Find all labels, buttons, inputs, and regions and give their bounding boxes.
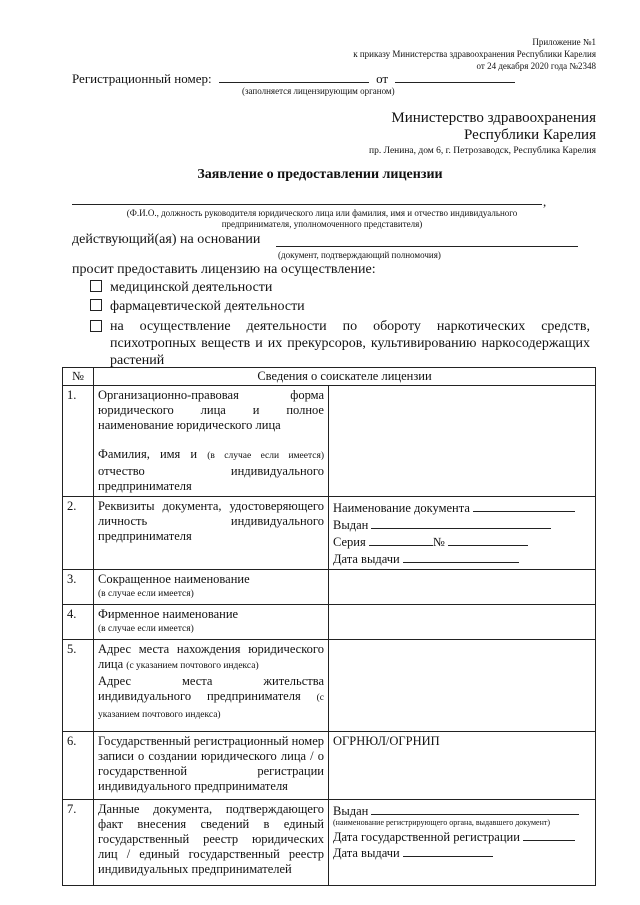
row7-issued-field[interactable]	[371, 802, 579, 815]
registration-label: Регистрационный номер:	[72, 71, 212, 86]
acting-basis-field[interactable]	[276, 232, 578, 247]
row2-series-field[interactable]	[369, 533, 433, 546]
acting-note: (документ, подтверждающий полномочия)	[278, 250, 441, 260]
row2-date	[333, 550, 591, 567]
applicant-info-table	[62, 367, 596, 886]
header-num: №	[63, 368, 94, 386]
option-narcotics-label: на осуществление деятельности по обороту наркотических средств, психотропных веществ и их прекурсоров, культивированию наркосодержащих растений	[110, 319, 590, 368]
row1-label-name: Фамилия, имя и	[98, 447, 198, 461]
row5-label-legal: Адрес места нахождения юридического лица	[98, 642, 324, 671]
checkbox-narcotics[interactable]	[90, 320, 102, 332]
registration-row	[72, 70, 515, 87]
row5-label-note: (с указанием почтового индекса)	[126, 661, 259, 671]
row-label	[94, 605, 329, 640]
row-label: Реквизиты документа, удостоверяющего личность индивидуального предпринимателя	[94, 497, 329, 570]
table-row	[63, 732, 596, 800]
row1-value-field[interactable]	[329, 386, 596, 497]
row-num: 6.	[63, 732, 94, 800]
option-pharmacy-label: фармацевтической деятельности	[110, 299, 305, 314]
row2-issued	[333, 516, 591, 533]
option-narcotics[interactable]	[90, 318, 590, 369]
row-num: 5.	[63, 640, 94, 732]
registration-number-field[interactable]	[219, 70, 369, 83]
applicant-comma: ,	[543, 194, 547, 209]
row3-value-field[interactable]	[329, 570, 596, 605]
row2-date-label: Дата выдачи	[333, 552, 400, 566]
table-row	[63, 570, 596, 605]
row-label	[94, 386, 329, 497]
row6-value-label: ОГРНЮЛ/ОГРНИП	[333, 734, 440, 748]
appendix-line-3: от 24 декабря 2020 года №2348	[476, 61, 596, 71]
row7-reg-date-label: Дата государственной регистрации	[333, 830, 520, 844]
row7-value-cell	[329, 800, 596, 886]
row-label: Государственный регистрационный номер записи о создании юридического лица / о государственной регистрации индивидуального предпринимателя	[94, 732, 329, 800]
row2-doc-name-label: Наименование документа	[333, 501, 470, 515]
row4-value-field[interactable]	[329, 605, 596, 640]
checkbox-medical[interactable]	[90, 280, 102, 292]
row6-value-cell[interactable]	[329, 732, 596, 800]
row5-label-individual-wrap	[98, 674, 324, 723]
addressee-address: пр. Ленина, дом 6, г. Петрозаводск, Республика Карелия	[369, 146, 596, 156]
row-num: 7.	[63, 800, 94, 886]
checkbox-pharmacy[interactable]	[90, 299, 102, 311]
row5-label-individual: Адрес места жительства индивидуального предпринимателя	[98, 674, 324, 703]
addressee-line-1: Министерство здравоохранения	[391, 110, 596, 126]
acting-row	[72, 232, 260, 248]
addressee-line-2: Республики Карелия	[463, 127, 596, 143]
applicant-note	[72, 208, 572, 230]
appendix-line-1: Приложение №1	[532, 37, 596, 47]
row7-reg-date	[333, 828, 591, 844]
row1-label-note: (в случае если имеется)	[207, 451, 325, 461]
row7-issued-label: Выдан	[333, 804, 369, 818]
row1-label-individual	[98, 447, 324, 494]
acting-label: действующий(ая) на основании	[72, 232, 261, 247]
addressee-block	[369, 110, 596, 158]
row7-issued	[333, 802, 591, 818]
header-title: Сведения о соискателе лицензии	[94, 368, 596, 386]
row-label: Данные документа, подтверждающего факт внесения сведений в единый государственный реестр юридических лиц / единый государственный реестр индивидуальных предпринимателей	[94, 800, 329, 886]
row2-issued-label: Выдан	[333, 518, 369, 532]
table-row	[63, 800, 596, 886]
row7-issue-date-field[interactable]	[403, 844, 493, 857]
registration-date-field[interactable]	[395, 70, 515, 83]
row2-number-field[interactable]	[448, 533, 528, 546]
row1-label-rest: отчество индивидуального предпринимателя	[98, 464, 324, 493]
row7-issue-date	[333, 844, 591, 860]
row3-label-note: (в случае если имеется)	[98, 589, 194, 599]
applicant-name-field[interactable]	[72, 192, 542, 205]
row2-doc-name-field[interactable]	[473, 499, 575, 512]
row-label	[94, 570, 329, 605]
row-num: 4.	[63, 605, 94, 640]
row5-label-note-2: (с указанием почтового индекса)	[98, 693, 324, 720]
table-row	[63, 386, 596, 497]
registration-from-label: от	[376, 71, 389, 86]
row2-series	[333, 533, 591, 550]
row2-doc-name	[333, 499, 591, 516]
row2-date-field[interactable]	[403, 550, 519, 563]
appendix-line-2: к приказу Министерства здравоохранения Республики Карелия	[353, 49, 596, 59]
row7-issued-note: (наименование регистрирующего органа, выдавшего документ)	[333, 818, 551, 827]
row4-label-note: (в случае если имеется)	[98, 624, 194, 634]
row2-series-label: Серия	[333, 535, 366, 549]
row4-label-text: Фирменное наименование	[98, 607, 239, 621]
table-row	[63, 497, 596, 570]
table-row	[63, 640, 596, 732]
registration-note: (заполняется лицензирующим органом)	[242, 86, 395, 96]
row-num: 3.	[63, 570, 94, 605]
row-label	[94, 640, 329, 732]
row2-value-cell	[329, 497, 596, 570]
table-row	[63, 605, 596, 640]
row3-label-text: Сокращенное наименование	[98, 572, 250, 586]
row7-reg-date-field[interactable]	[523, 828, 575, 841]
table-header-row	[63, 368, 596, 386]
row-num: 2.	[63, 497, 94, 570]
option-pharmacy[interactable]	[90, 299, 305, 315]
row5-value-field[interactable]	[329, 640, 596, 732]
applicant-note-line-2: предпринимателя, уполномоченного представителя)	[221, 219, 423, 229]
option-medical[interactable]	[90, 280, 272, 296]
row1-label-legal: Организационно-правовая форма юридического лица и полное наименование юридического лица	[98, 388, 324, 432]
applicant-note-line-1: (Ф.И.О., должность руководителя юридического лица или фамилия, имя и отчество индивидуального	[126, 208, 518, 218]
row7-issue-date-label: Дата выдачи	[333, 846, 400, 860]
row-num: 1.	[63, 386, 94, 497]
row2-issued-field[interactable]	[371, 516, 551, 529]
request-text: просит предоставить лицензию на осуществление:	[72, 262, 376, 277]
option-medical-label: медицинской деятельности	[110, 280, 273, 295]
row2-number-label: №	[432, 535, 445, 549]
appendix-block	[353, 36, 596, 72]
page-title: Заявление о предоставлении лицензии	[197, 167, 443, 182]
